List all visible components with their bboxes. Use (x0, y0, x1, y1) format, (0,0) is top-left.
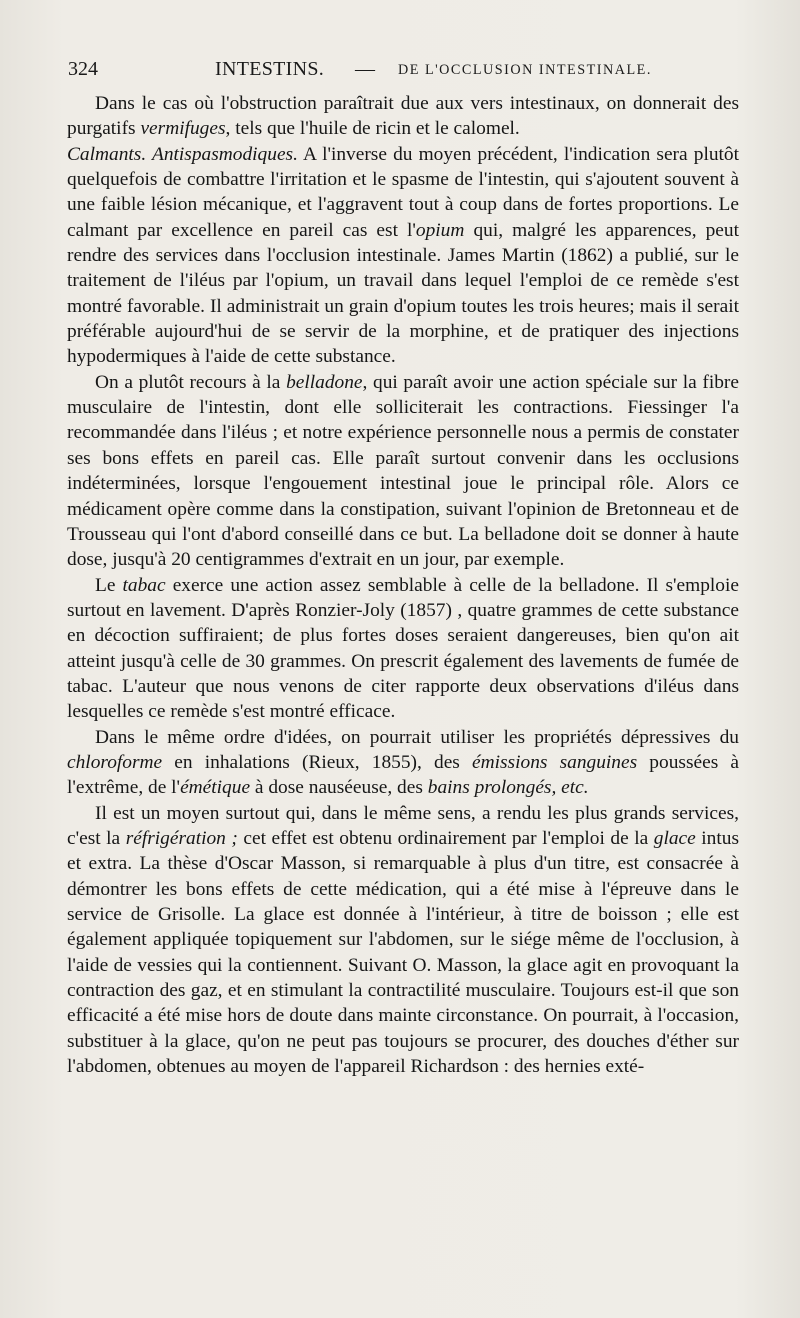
text-run: Le (95, 574, 123, 596)
text-run: exerce une action assez semblable à celle de la belladone. Il s'emploie surtout en lavement. D'après Ronzier-Joly (1857) , quatre grammes de cette substance en décoction suffiraient; de plus fortes doses seraient dangereuses, bien qu'on ait atteint jusqu'à celle de 30 grammes. On prescrit également des lavements de fumée de tabac. L'auteur que nous venons de citer rapporte deux observations d'iléus dans lesquelles ce remède s'est montré efficace. (67, 574, 739, 723)
italic-term: glace (653, 827, 696, 849)
italic-term: belladone (286, 371, 363, 393)
text-run: Dans le cas où l'obstruction paraîtrait due aux vers intestinaux, on donnerait des purgatifs (67, 93, 739, 140)
italic-term: chloroforme (67, 751, 163, 773)
text-run: en inhalations (Rieux, 1855), des (162, 751, 473, 773)
running-header (68, 56, 748, 86)
paragraph-belladone (67, 370, 739, 573)
paragraph-tabac (67, 573, 739, 725)
running-subtitle: DE L'OCCLUSION INTESTINALE. (398, 62, 652, 78)
body-text (67, 91, 739, 1079)
paragraph-chloroforme (67, 725, 739, 801)
italic-term: opium (415, 219, 465, 241)
text-run: Il est un moyen surtout qui, dans le même sens, a rendu les plus grands services, c'est la (67, 802, 739, 849)
italic-term: Calmants. Antispasmodiques. (67, 143, 298, 165)
text-run: A l'inverse du moyen précédent, l'indication sera plutôt quelquefois de combattre l'irritation et le spasme de l'intestin, qui s'ajoutent souvent à une faible lésion mécanique, et l'aggravent tout à coup dans de fortes proportions. Le calmant par excellence en pareil cas est l' (67, 143, 739, 241)
text-run: poussées à l'extrême, de l' (67, 751, 739, 799)
text-run: cet effet est obtenu ordinairement par l'emploi de la (237, 827, 654, 849)
italic-term: bains prolongés, etc. (427, 777, 589, 799)
text-run: à dose nauséeuse, des (250, 777, 428, 799)
paragraph-refrigeration (67, 801, 739, 1080)
paragraph-vermifuges (67, 91, 739, 142)
paragraph-calmants-opium (67, 142, 739, 370)
italic-term: émétique (180, 777, 251, 799)
page-number: 324 (68, 58, 98, 80)
italic-term: émissions sanguines (472, 751, 638, 773)
text-run: , qui paraît avoir une action spéciale sur la fibre musculaire de l'intestin, dont elle solliciterait les contractions. Fiessinger l'a recommandée dans l'iléus ; et notre expérience personnelle nous a permis de constater ses bons effets en pareil cas. Elle paraît surtout convenir dans les occlusions indéterminées, lorsque l'engouement intestinal joue le principal rôle. Alors ce médicament opère comme dans la constipation, suivant l'opinion de Bretonneau et de Trousseau qui l'ont d'abord conseillé dans ce but. La belladone doit se donner à haute dose, jusqu'à 20 centigrammes d'extrait en un jour, par exemple. (67, 371, 739, 571)
text-run: , tels que l'huile de ricin et le calomel. (225, 118, 520, 140)
text-run: qui, malgré les apparences, peut rendre des services dans l'occlusion intestinale. James Martin (1862) a publié, sur le traitement de l'iléus par l'opium, un travail dans lequel l'emploi de ce remède s'est montré favorable. Il administrait un grain d'opium toutes les trois heures; mais il serait préférable aujourd'hui de se servir de la morphine, et de pratiquer des injections hypodermiques à l'aide de cette substance. (67, 219, 739, 368)
text-run: intus et extra. La thèse d'Oscar Masson, si remarquable à plus d'un titre, est consacrée à démontrer les bons effets de cette médication, qui a été mise à l'épreuve dans le service de Grisolle. La glace est donnée à l'intérieur, à titre de boisson ; elle est également appliquée topiquement sur l'abdomen, sur le siége même de l'occlusion, à l'aide de vessies qui la contiennent. Suivant O. Masson, la glace agit en provoquant la contraction des gaz, et en stimulant la contractilité musculaire. Toujours est-il que son efficacité a été mise hors de doute dans mainte circonstance. On pourrait, à l'occasion, substituer à la glace, qu'on ne peut pas toujours se procurer, des douches d'éther sur l'abdomen, obtenues au moyen de l'appareil Richardson : des hernies exté- (67, 827, 739, 1078)
italic-term: réfrigération ; (125, 827, 238, 849)
text-run: Dans le même ordre d'idées, on pourrait utiliser les propriétés dépressives du (95, 726, 739, 748)
running-title: INTESTINS. (215, 58, 325, 80)
italic-term: vermifuges (140, 118, 226, 140)
header-dash: — (355, 58, 375, 80)
italic-term: tabac (122, 574, 166, 596)
text-run: On a plutôt recours à la (95, 371, 287, 393)
